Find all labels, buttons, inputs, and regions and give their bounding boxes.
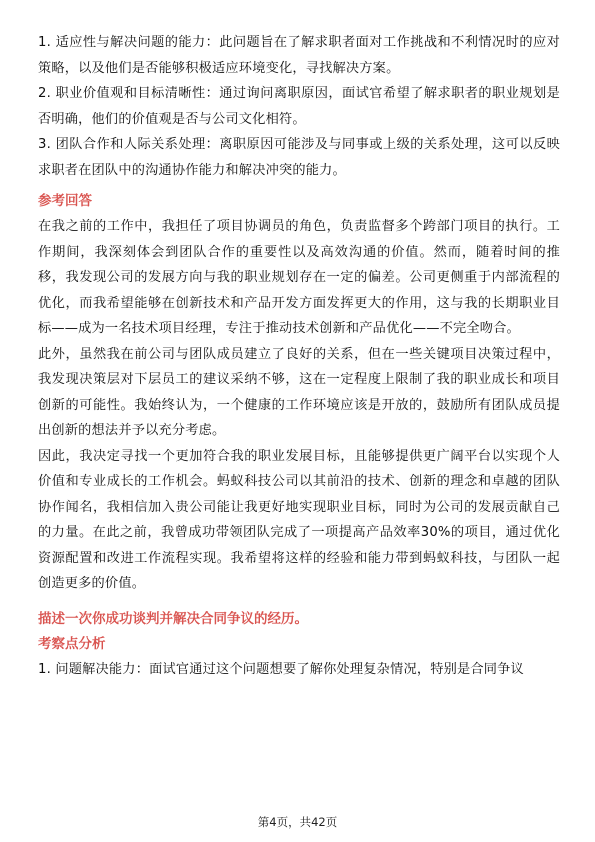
analysis-point-2: 2. 职业价值观和目标清晰性：通过询问离职原因，面试官希望了解求职者的职业规划是否明确，他们的价值观是否与公司文化相符。 — [38, 86, 560, 127]
reference-paragraph-3: 因此，我决定寻找一个更加符合我的职业发展目标，且能够提供更广阔平台以实现个人价值和专业成长的工作机会。蚂蚁科技公司以其前沿的技术、创新的理念和卓越的团队协作闻名，我相信加入贵公司能让我更好地实现职业目标，同时为公司的发展贡献自己的力量。在此之前，我曾成功带领团队完成了一项提高产品效率30%的项目，通过优化资源配置和改进工作流程实现。我希望将这样的经验和能力带到蚂蚁科技，与团队一起创造更多的价值。 — [38, 448, 560, 591]
bottom-analysis-point-1: 1. 问题解决能力：面试官通过这个问题想要了解你处理复杂情况，特别是合同争议 — [38, 661, 524, 677]
section-gap — [38, 597, 560, 605]
analysis-point-3: 3. 团队合作和人际关系处理：离职原因可能涉及与同事或上级的关系处理，这可以反映求职者在团队中的沟通协作能力和解决冲突的能力。 — [38, 137, 560, 178]
document-page — [38, 30, 560, 682]
reference-paragraph-1: 在我之前的工作中，我担任了项目协调员的角色，负责监督多个跨部门项目的执行。工作期间，我深刻体会到团队合作的重要性以及高效沟通的价值。然而，随着时间的推移，我发现公司的发展方向与我的职业规划存在一定的偏差。公司更侧重于内部流程的优化，而我希望能够在创新技术和产品开发方面发挥更大的作用，这与我的长期职业目标——成为一名技术项目经理，专注于推动技术创新和产品优化——不完全吻合。 — [38, 219, 560, 336]
analysis-point-1: 1. 适应性与解决问题的能力：此问题旨在了解求职者面对工作挑战和不利情况时的应对策略，以及他们是否能够积极适应环境变化，寻找解决方案。 — [38, 35, 560, 76]
interview-question: 描述一次你成功谈判并解决合同争议的经历。 — [38, 610, 308, 627]
analysis-heading: 考察点分析 — [38, 635, 106, 652]
page-footer: 第4页，共42页 — [257, 815, 338, 829]
reference-answer-heading: 参考回答 — [38, 193, 92, 209]
reference-paragraph-2: 此外，虽然我在前公司与团队成员建立了良好的关系，但在一些关键项目决策过程中，我发现决策层对下层员工的建议采纳不够，这在一定程度上限制了我的职业成长和项目创新的可能性。我始终认为，一个健康的工作环境应该是开放的，鼓励所有团队成员提出创新的想法并予以充分考虑。 — [38, 346, 560, 438]
